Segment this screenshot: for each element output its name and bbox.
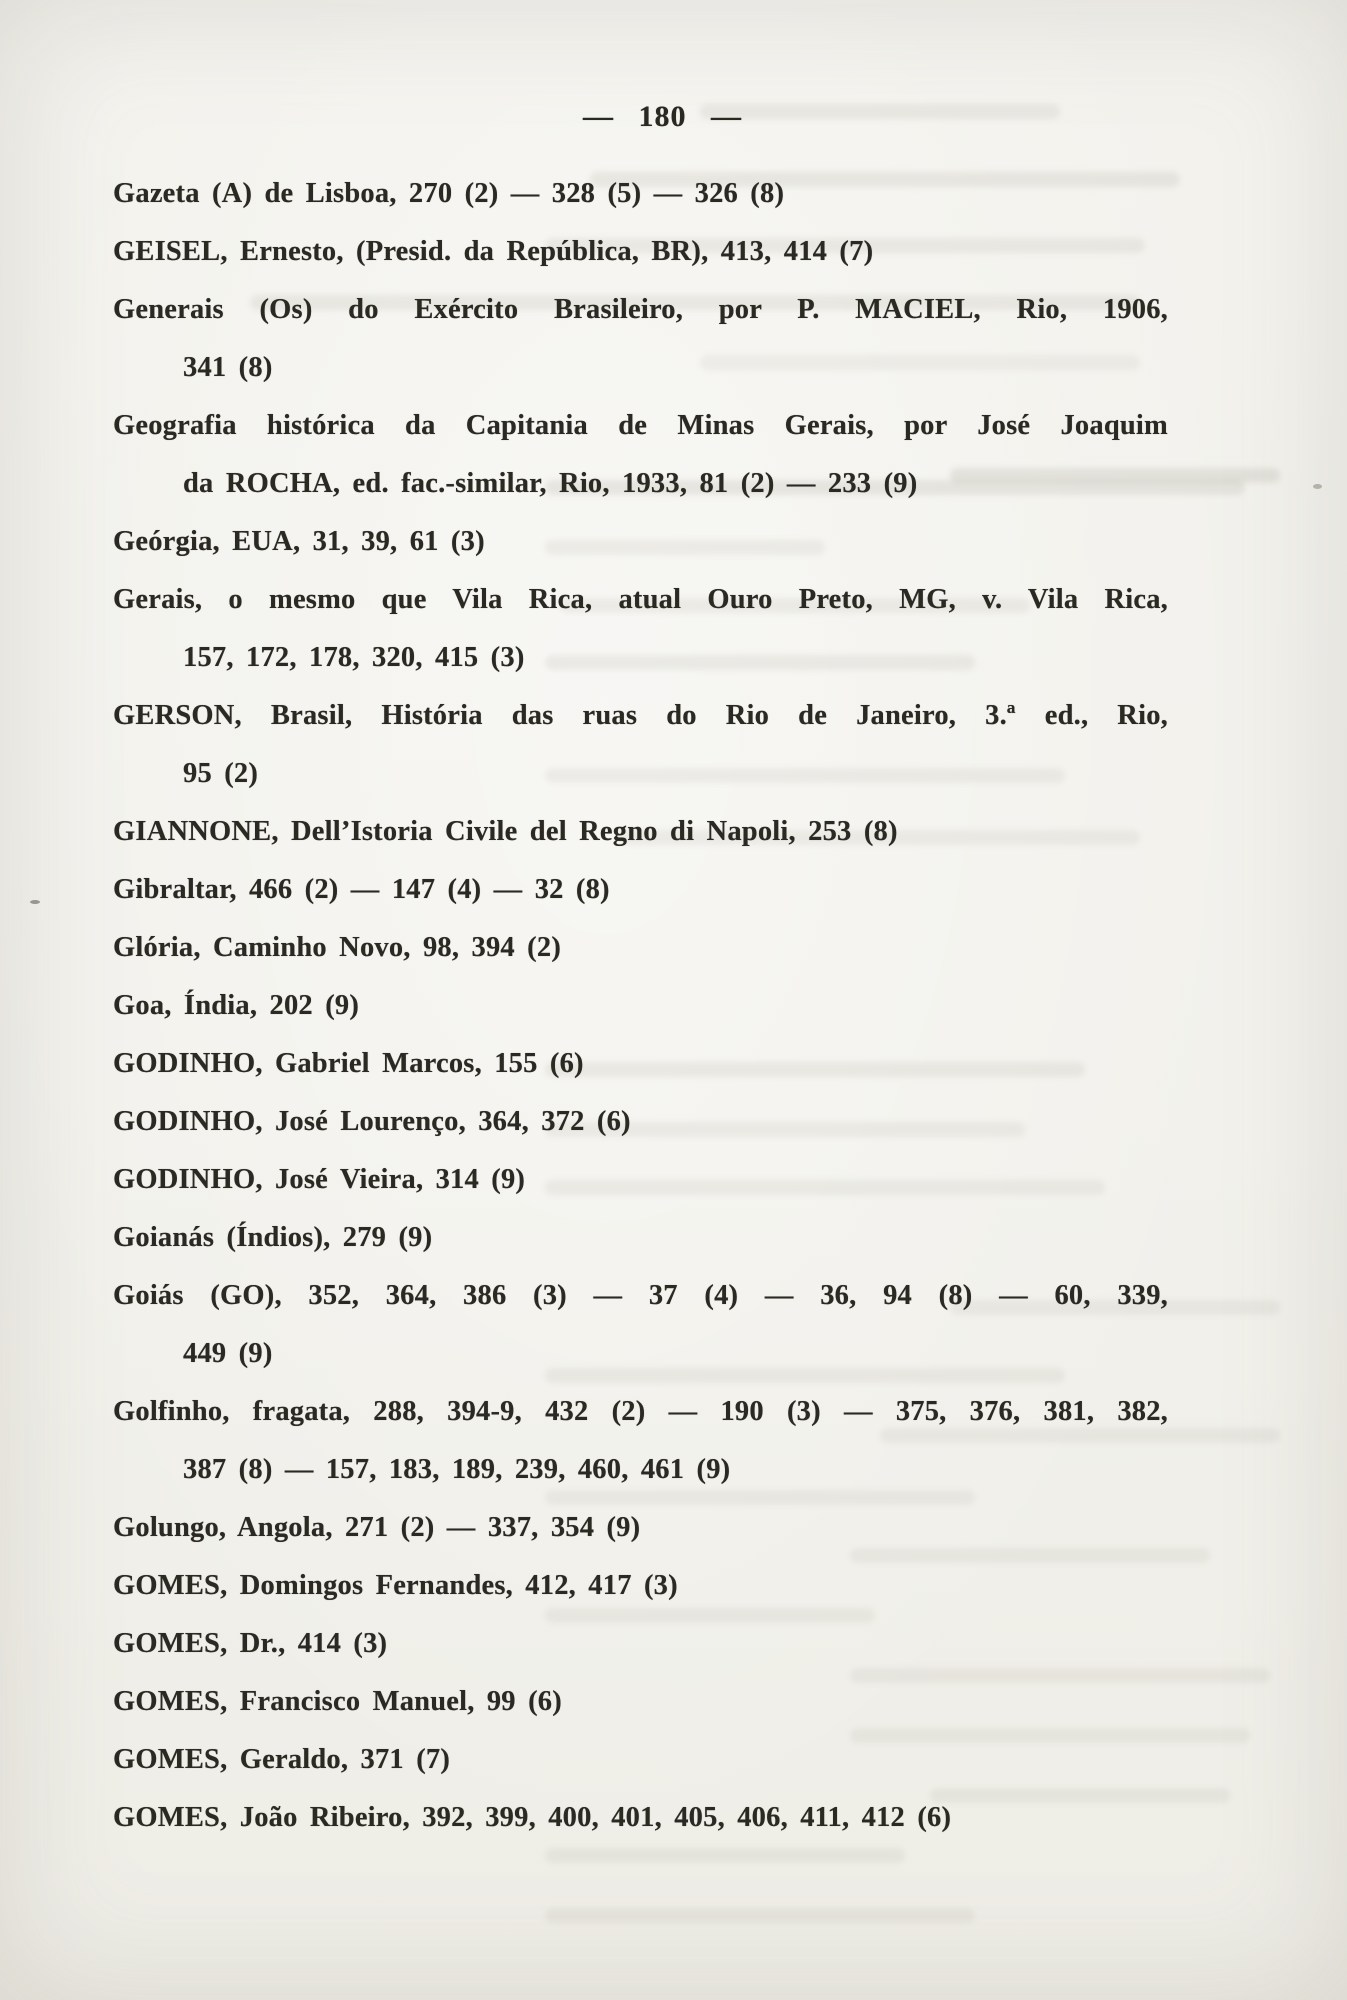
index-entry xyxy=(113,803,1168,861)
index-entry xyxy=(113,1035,1168,1093)
entry-line: GODINHO, Gabriel Marcos, 155 (6) xyxy=(113,1048,584,1079)
entry-line: GOMES, Geraldo, 371 (7) xyxy=(113,1744,451,1775)
entry-line: 449 (9) xyxy=(183,1338,273,1369)
index-entry xyxy=(113,1267,1168,1383)
entry-line: GOMES, Francisco Manuel, 99 (6) xyxy=(113,1686,562,1717)
entry-line: Geografia histórica da Capitania de Minas Gerais, por José Joaquim xyxy=(113,410,1168,441)
index-entry xyxy=(113,1731,1168,1789)
entry-line: Goa, Índia, 202 (9) xyxy=(113,990,360,1021)
entry-line: Gibraltar, 466 (2) — 147 (4) — 32 (8) xyxy=(113,874,610,905)
index-entry xyxy=(113,223,1168,281)
index-entry xyxy=(113,1151,1168,1209)
entry-line: Golfinho, fragata, 288, 394-9, 432 (2) — 190 (3) — 375, 376, 381, 382, xyxy=(113,1396,1168,1427)
index-entry xyxy=(113,513,1168,571)
entry-line: GOMES, João Ribeiro, 392, 399, 400, 401, 405, 406, 411, 412 (6) xyxy=(113,1802,952,1833)
index-entry xyxy=(113,1209,1168,1267)
entry-line: GERSON, Brasil, História das ruas do Rio de Janeiro, 3.ª ed., Rio, xyxy=(113,700,1168,731)
entry-line: 95 (2) xyxy=(183,758,259,789)
entry-line: Gerais, o mesmo que Vila Rica, atual Ouro Preto, MG, v. Vila Rica, xyxy=(113,584,1168,615)
index-entry xyxy=(113,1383,1168,1499)
entry-line: Generais (Os) do Exército Brasileiro, por P. MACIEL, Rio, 1906, xyxy=(113,294,1168,325)
entry-line: Glória, Caminho Novo, 98, 394 (2) xyxy=(113,932,562,963)
entry-line: 341 (8) xyxy=(183,352,273,383)
index-entry xyxy=(113,1093,1168,1151)
index-entries xyxy=(113,165,1168,1847)
index-entry xyxy=(113,571,1168,687)
index-entry xyxy=(113,281,1168,397)
index-entry xyxy=(113,1499,1168,1557)
index-entry xyxy=(113,861,1168,919)
entry-line: Gazeta (A) de Lisboa, 270 (2) — 328 (5) — 326 (8) xyxy=(113,178,785,209)
entry-line: 157, 172, 178, 320, 415 (3) xyxy=(183,642,525,673)
index-entry xyxy=(113,1615,1168,1673)
entry-line: GOMES, Domingos Fernandes, 412, 417 (3) xyxy=(113,1570,678,1601)
page-number: — 180 — xyxy=(583,100,742,133)
entry-line: Goianás (Índios), 279 (9) xyxy=(113,1222,433,1253)
bleed-through-smudge xyxy=(545,1908,975,1923)
index-entry xyxy=(113,1789,1168,1847)
index-entry xyxy=(113,397,1168,513)
entry-line: Goiás (GO), 352, 364, 386 (3) — 37 (4) — 36, 94 (8) — 60, 339, xyxy=(113,1280,1168,1311)
entry-line: GIANNONE, Dell’Istoria Civile del Regno di Napoli, 253 (8) xyxy=(113,816,898,847)
index-entry xyxy=(113,687,1168,803)
entry-line: GEISEL, Ernesto, (Presid. da República, BR), 413, 414 (7) xyxy=(113,236,874,267)
entry-line: Geórgia, EUA, 31, 39, 61 (3) xyxy=(113,526,485,557)
index-entry xyxy=(113,1557,1168,1615)
ink-speck xyxy=(30,900,40,904)
entry-line: GODINHO, José Vieira, 314 (9) xyxy=(113,1164,526,1195)
index-entry xyxy=(113,165,1168,223)
entry-line: Golungo, Angola, 271 (2) — 337, 354 (9) xyxy=(113,1512,641,1543)
index-entry xyxy=(113,1673,1168,1731)
entry-line: GOMES, Dr., 414 (3) xyxy=(113,1628,388,1659)
entry-line: da ROCHA, ed. fac.-similar, Rio, 1933, 81 (2) — 233 (9) xyxy=(183,468,918,499)
bleed-through-smudge xyxy=(545,1848,905,1863)
entry-line: GODINHO, José Lourenço, 364, 372 (6) xyxy=(113,1106,631,1137)
index-entry xyxy=(113,919,1168,977)
index-entry xyxy=(113,977,1168,1035)
entry-line: 387 (8) — 157, 183, 189, 239, 460, 461 (9) xyxy=(183,1454,731,1485)
ink-speck xyxy=(1313,484,1322,489)
